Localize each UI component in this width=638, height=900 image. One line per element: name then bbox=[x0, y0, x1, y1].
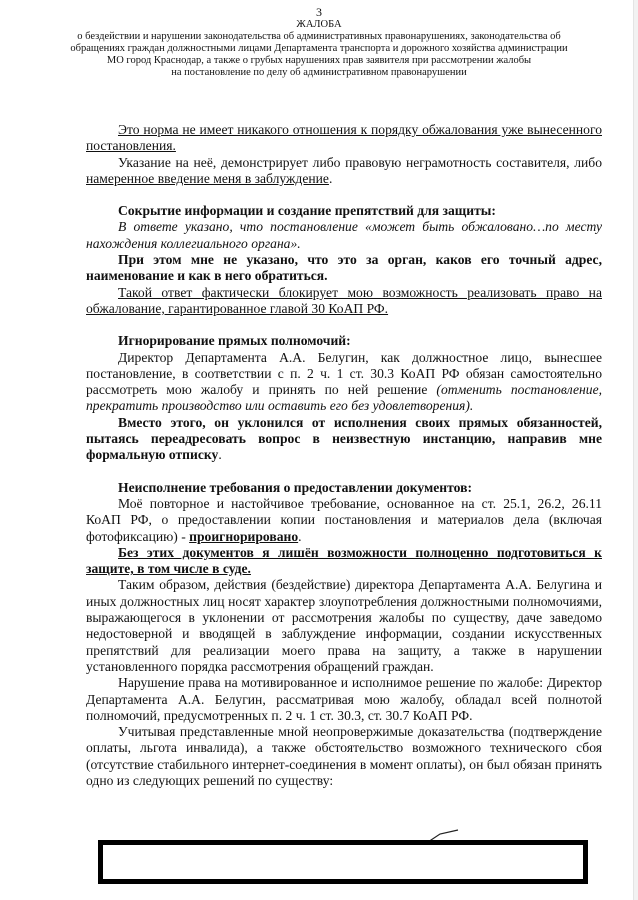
header-line: обращениях граждан должностными лицами Департамента транспорта и дорожного хозяйства администрации bbox=[70, 43, 568, 54]
documents-ignored-end: . bbox=[298, 528, 302, 544]
concealment-underlined: Такой ответ фактически блокирует мою возможность реализовать право на обжалование, гарантированное главой 30 КоАП РФ. bbox=[86, 284, 602, 316]
powers-italic: (отменить постановление, прекратить производство или оставить его без удовлетворения). bbox=[86, 382, 602, 414]
section-heading-powers: Игнорирование прямых полномочий: bbox=[118, 333, 351, 349]
header-line: на постановление по делу об административном правонарушении bbox=[171, 67, 467, 78]
concealment-italic: В ответе указано, что постановление «может быть обжаловано…по месту нахождения коллегиального органа». bbox=[86, 219, 602, 251]
paragraph-indication bbox=[86, 155, 602, 188]
page-number: 3 bbox=[316, 5, 322, 19]
powers-bold: Вместо этого, он уклонился от исполнения своих прямых обязанностей, пытаясь переадресовать вопрос в неизвестную инстанцию, направив мне формальную отписку bbox=[86, 414, 602, 463]
documents-plain: Моё повторное и настойчивое требование, основанное на ст. 25.1, 26.2, 26.11 КоАП РФ, о предоставлении копии постановления и материалов дела (включая фотофиксацию) - bbox=[86, 495, 602, 544]
page-edge bbox=[633, 0, 638, 900]
powers-bold-end: . bbox=[218, 447, 222, 463]
documents-text bbox=[86, 496, 602, 545]
redaction-box bbox=[98, 840, 588, 884]
paragraph-violation: Нарушение права на мотивированное и исполнимое решение по жалобе: Директор Департамента А.А. Белугин, рассматривая мою жалобу, обладал всей полнотой полномочий, предусмотренных п. 2 ч. 1 ст. 30.3, ст. 30.7 КоАП РФ. bbox=[86, 675, 602, 723]
powers-plain: Директор Департамента А.А. Белугин, как должностное лицо, вынесшее постановление, в соответствии с п. 2 ч. 1 ст. 30.3 КоАП РФ обязан самостоятельно рассмотреть мою жалобу и принять по ней решение bbox=[86, 349, 602, 398]
indication-end: . bbox=[328, 170, 333, 186]
paragraph-norm: Это норма не имеет никакого отношения к порядку обжалования уже вынесенного постановления. bbox=[86, 122, 602, 154]
paragraph-last: Учитывая представленные мной неопровержимые доказательства (подтверждение оплаты, льгота инвалида), а также обстоятельство возможного технического сбоя (отсутствие стабильного интернет-соединения в момент оплаты), он был обязан принять одно из следующих решений по существу: bbox=[86, 724, 602, 788]
powers-text bbox=[86, 350, 602, 415]
powers-bold-paragraph bbox=[86, 415, 602, 464]
header-line: о бездействии и нарушении законодательства об административных правонарушениях, законодательства об bbox=[77, 31, 561, 42]
concealment-bold: При этом мне не указано, что это за орган, каков его точный адрес, наименование и как в него обратиться. bbox=[86, 252, 602, 284]
paragraph-summary: Таким образом, действия (бездействие) директора Департамента А.А. Белугина и иных должностных лиц носят характер злоупотребления должностными полномочиями, выражающегося в уклонении от рассмотрения жалобы по существу, даче заведомо недостоверной и вводящей в заблуждение информации, создании искусственных препятствий для реализации моего права на защиту, а также в нарушении установленного порядка рассмотрения обращений граждан. bbox=[86, 577, 602, 674]
indication-underlined: намеренное введение меня в заблуждение bbox=[86, 170, 329, 186]
document-title: ЖАЛОБА bbox=[296, 19, 342, 30]
document-body bbox=[86, 122, 602, 789]
section-heading-documents: Неисполнение требования о предоставлении документов: bbox=[118, 479, 472, 495]
documents-ignored: проигнорировано bbox=[189, 528, 299, 544]
section-heading-concealment: Сокрытие информации и создание препятствий для защиты: bbox=[118, 203, 496, 219]
document-header bbox=[0, 6, 638, 79]
indication-text: Указание на неё, демонстрирует либо правовую неграмотность составителя, либо bbox=[118, 154, 602, 170]
documents-bold-underlined: Без этих документов я лишён возможности полноценно подготовиться к защите, в том числе в суде. bbox=[86, 544, 602, 577]
header-line: МО город Краснодар, а также о грубых нарушениях прав заявителя при рассмотрении жалобы bbox=[106, 55, 532, 66]
